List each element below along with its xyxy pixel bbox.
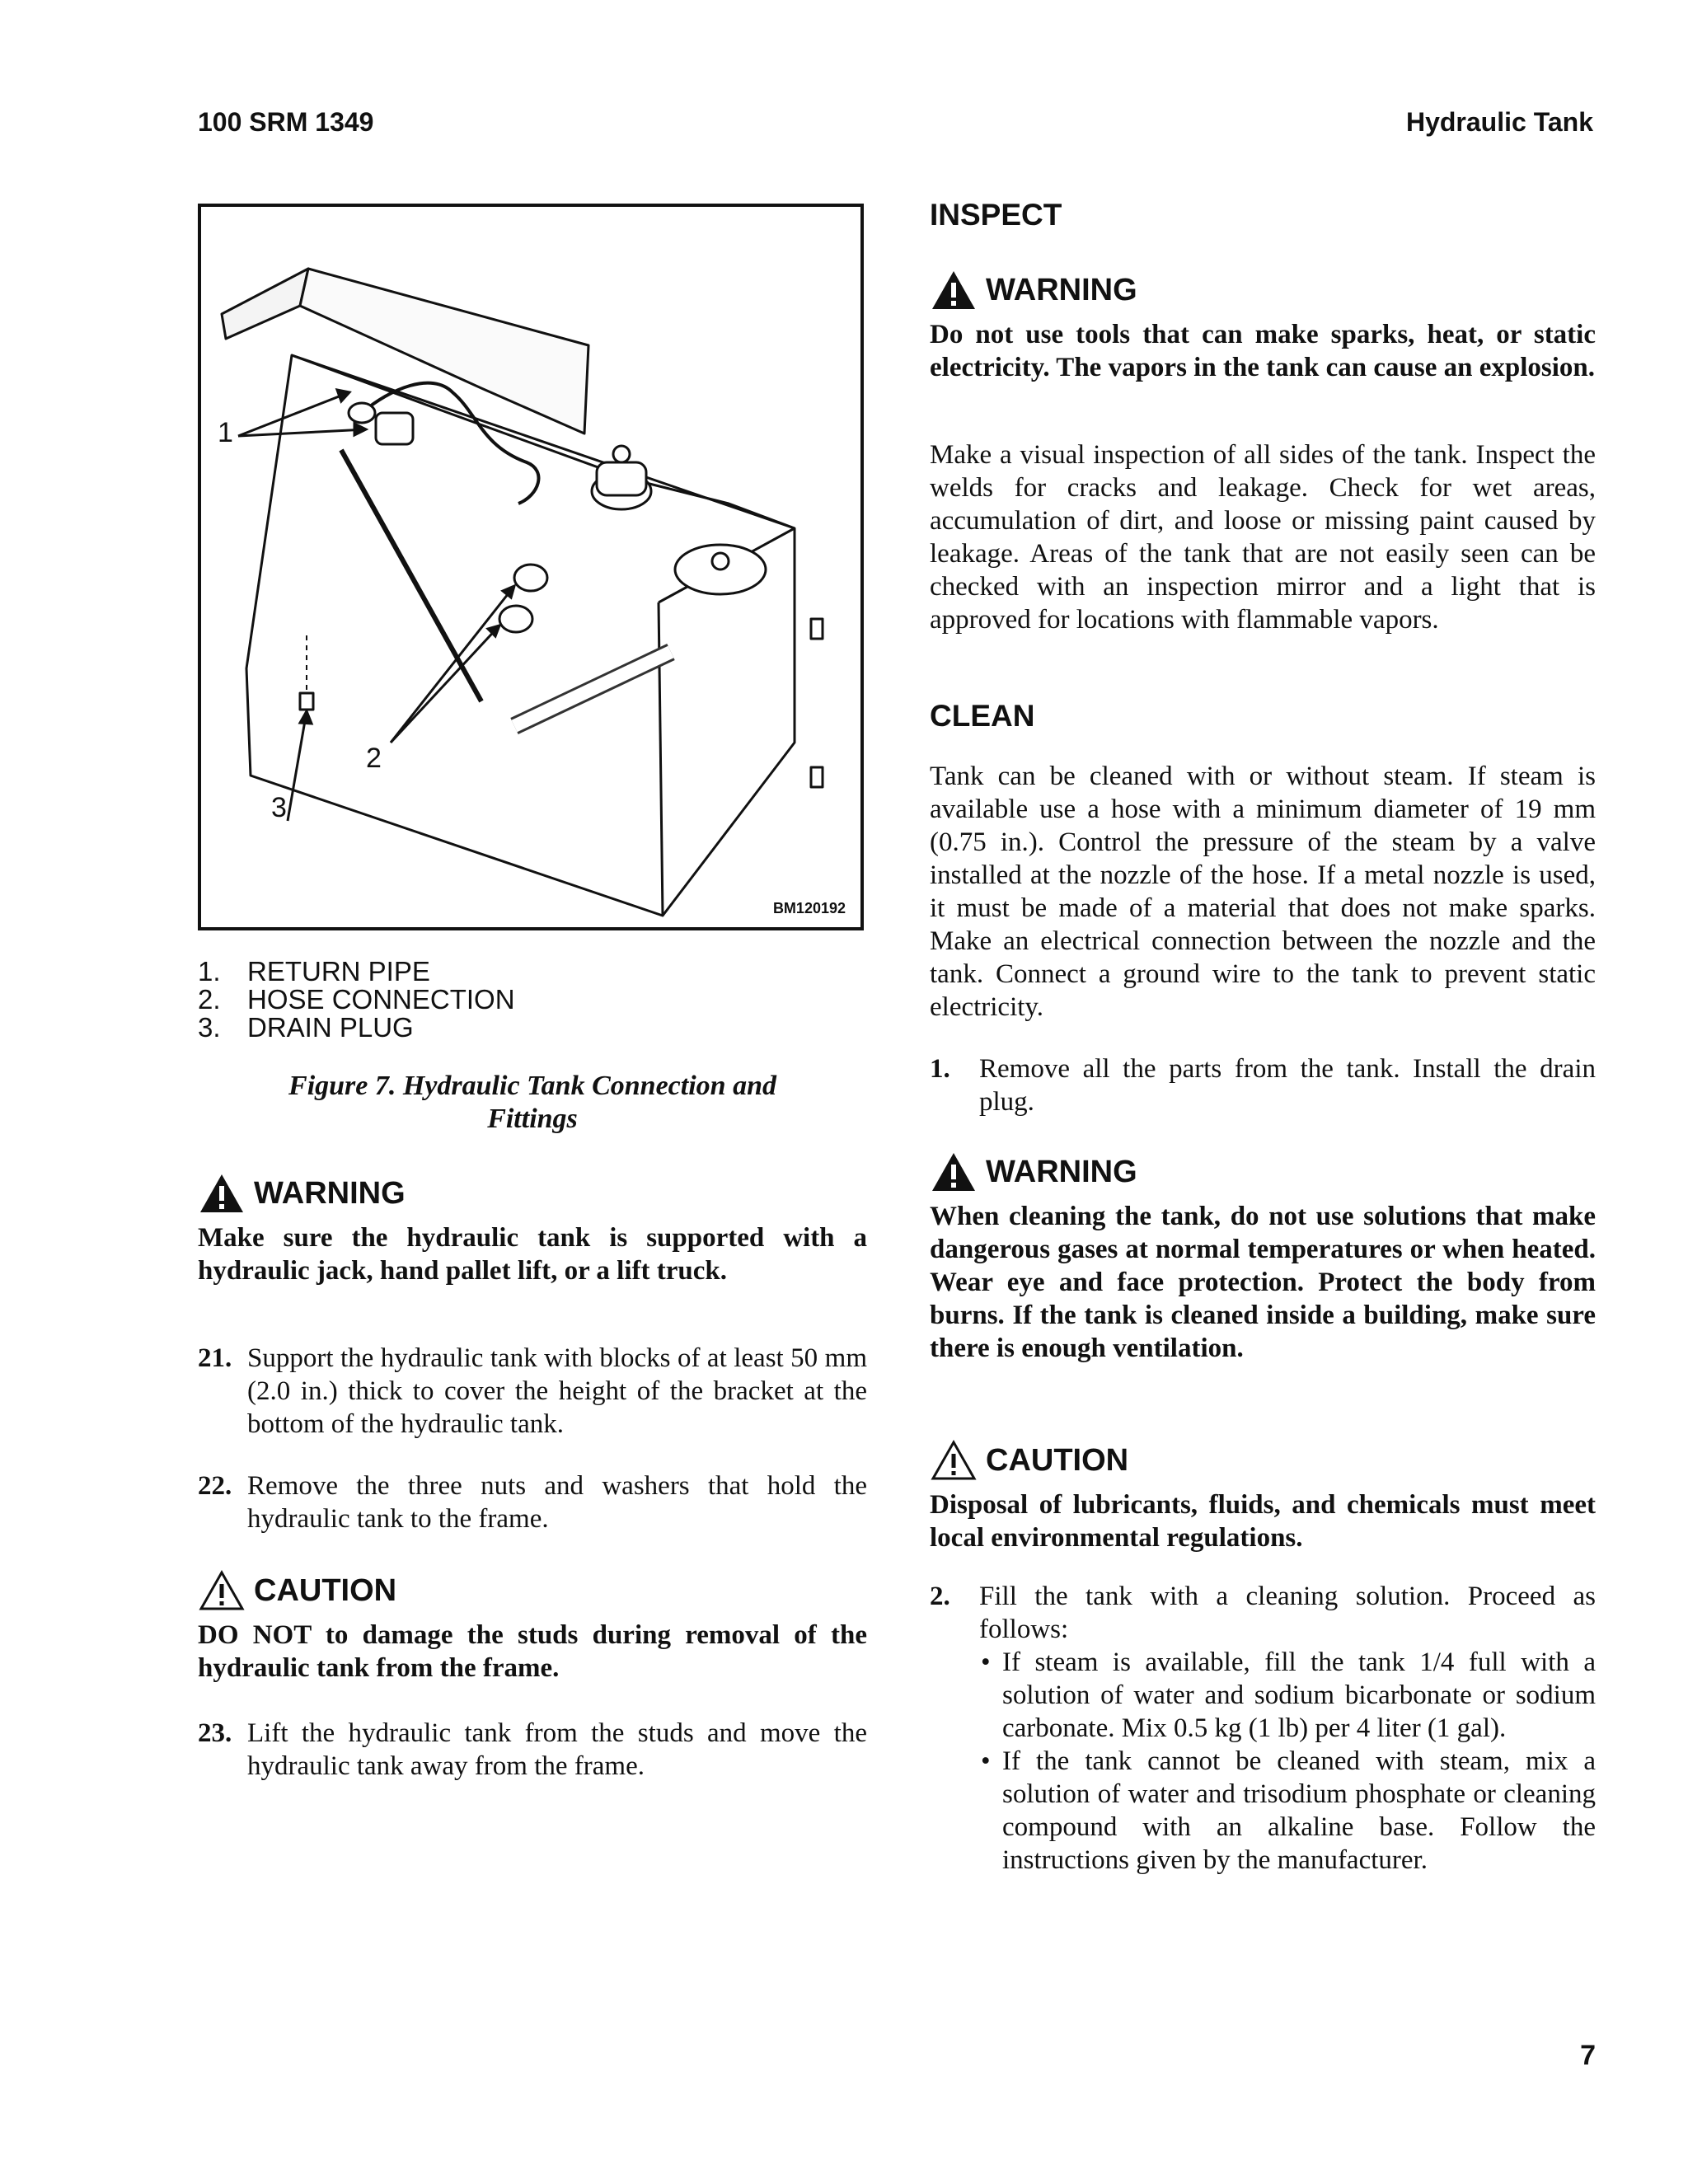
figure-image-id: BM120192 <box>772 900 846 916</box>
inspect-warning-block <box>930 265 1596 384</box>
figure-caption: Figure 7. Hydraulic Tank Connection and Fittings <box>288 1071 776 1134</box>
step-2: 2. Fill the tank with a cleaning solution. Proceed as follows: • If steam is available, fill the tank 1/4 full with a solution of water and sodium bicarbonate or sodium carbonate. Mix 0.5 kg (1 lb) per 4 liter (1 gal). • If the tank cannot be cleaned with steam, mix a solution of water and trisodium phosphate or cleaning compound with an alkaline base. Follow the instructions given by the manufacturer. <box>930 1580 1596 1877</box>
clean-caution-block <box>930 1436 1596 1554</box>
warning-triangle-icon <box>198 1172 246 1215</box>
caution-text: DO NOT to damage the studs during removal of the hydraulic tank from the frame. <box>198 1620 867 1683</box>
callout-2: 2 <box>366 743 382 774</box>
warning-text: Do not use tools that can make sparks, heat, or static electricity. The vapors in the tank can cause an explosion. <box>930 320 1596 382</box>
document-id: 100 SRM 1349 <box>198 107 374 137</box>
caution-block <box>198 1566 867 1685</box>
warning-text: When cleaning the tank, do not use solutions that make dangerous gases at normal temperatures or when heated. Wear eye and face protection. Protect the body from burns. If the tank is cleaned inside a building, make sure there is enough ventilation. <box>930 1202 1596 1363</box>
cleaning-options-list <box>979 1646 1596 1877</box>
legend-item: 2. HOSE CONNECTION <box>198 984 515 1015</box>
warning-triangle-icon <box>930 269 978 312</box>
step-23: 23. Lift the hydraulic tank from the studs and move the hydraulic tank away from the frame. <box>198 1718 867 1781</box>
step-21: 21. Support the hydraulic tank with blocks of at least 50 mm (2.0 in.) thick to cover the height of the bracket at the bottom of the hydraulic tank. <box>198 1343 867 1439</box>
warning-title: WARNING <box>986 1154 1137 1189</box>
clean-paragraph: Tank can be cleaned with or without steam. If steam is available use a hose with a minimum diameter of 19 mm (0.75 in.). Control the pressure of the steam by a valve installed at the nozzle of the hose. If a metal nozzle is used, it must be made of a material that does not make sparks. Make an electrical connection between the nozzle and the tank. Connect a ground wire to the tank to prevent static electricity. <box>930 762 1596 1022</box>
legend-item: 3. DRAIN PLUG <box>198 1012 414 1043</box>
caution-title: CAUTION <box>254 1572 397 1608</box>
warning-title: WARNING <box>254 1175 406 1211</box>
step-1: 1. Remove all the parts from the tank. Install the drain plug. <box>930 1054 1596 1117</box>
step-22: 22. Remove the three nuts and washers that hold the hydraulic tank to the frame. <box>198 1471 867 1534</box>
list-item: • If the tank cannot be cleaned with steam, mix a solution of water and trisodium phosphate or cleaning compound with an alkaline base. Follow the instructions given by the manufacturer. <box>979 1745 1596 1877</box>
inspect-paragraph: Make a visual inspection of all sides of the tank. Inspect the welds for cracks and leakage. Check for wet areas, accumulation of dirt, and loose or missing paint caused by leakage. Areas of the tank that are not easily seen can be checked with an inspection mirror and a light that is approved for locations with flammable vapors. <box>930 440 1596 635</box>
list-item: • If steam is available, fill the tank 1/4 full with a solution of water and sodium bicarbonate or sodium carbonate. Mix 0.5 kg (1 lb) per 4 liter (1 gal). <box>979 1646 1596 1745</box>
figure-legend <box>198 958 515 1042</box>
clean-warning-block <box>930 1147 1596 1365</box>
warning-block <box>198 1169 867 1287</box>
warning-title: WARNING <box>986 272 1137 307</box>
caution-triangle-icon <box>930 1439 978 1482</box>
caution-title: CAUTION <box>986 1442 1129 1478</box>
callout-3: 3 <box>271 792 287 823</box>
inspect-heading: INSPECT <box>930 198 1062 232</box>
warning-text: Make sure the hydraulic tank is supported with a hydraulic jack, hand pallet lift, or a lift truck. <box>198 1223 867 1286</box>
caution-text: Disposal of lubricants, fluids, and chemicals must meet local environmental regulations. <box>930 1490 1596 1553</box>
page-number: 7 <box>1580 2040 1596 2071</box>
callout-1: 1 <box>218 417 233 448</box>
warning-triangle-icon <box>930 1151 978 1193</box>
clean-heading: CLEAN <box>930 699 1035 733</box>
caution-triangle-icon <box>198 1569 246 1612</box>
figure-hydraulic-tank <box>198 204 864 930</box>
hydraulic-tank-illustration <box>201 207 860 927</box>
section-title: Hydraulic Tank <box>1405 107 1593 137</box>
legend-item: 1. RETURN PIPE <box>198 956 430 987</box>
